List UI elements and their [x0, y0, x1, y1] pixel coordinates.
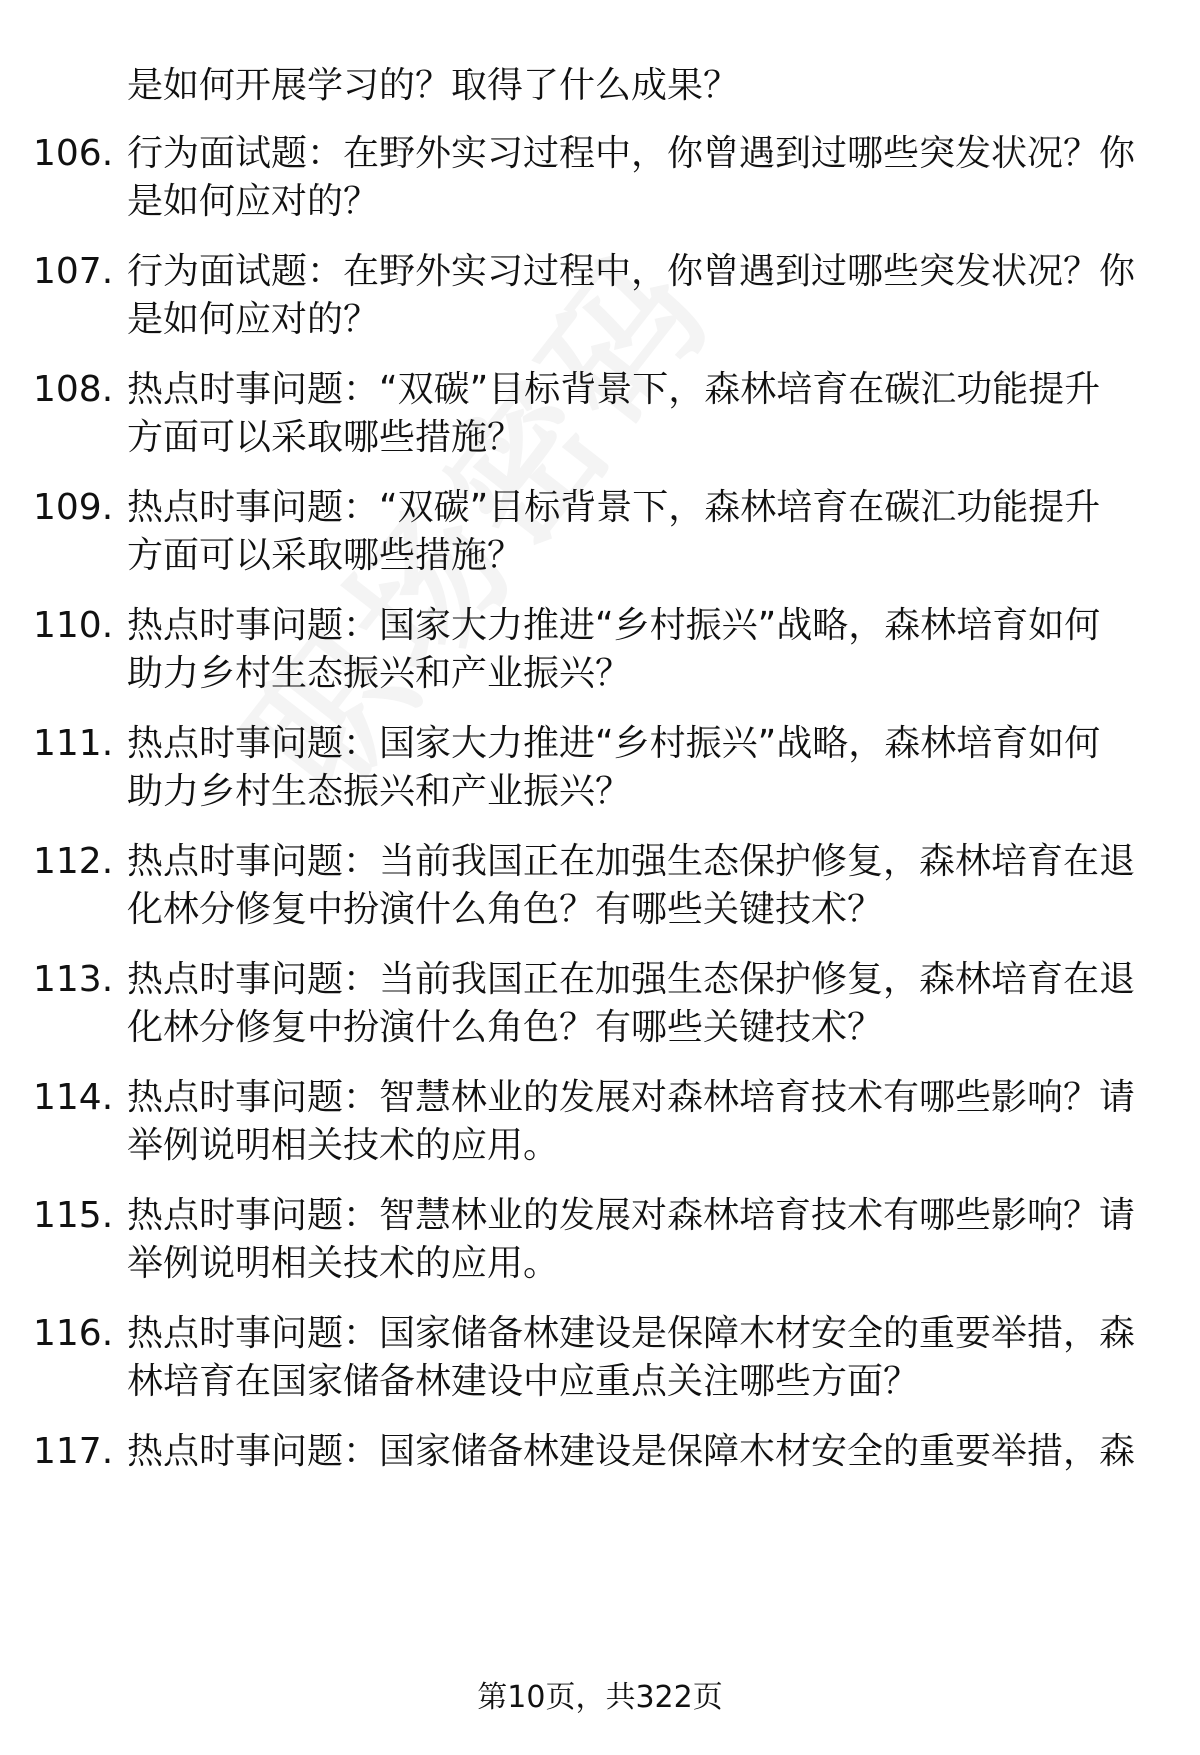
question-text-line: 热点时事问题：当前我国正在加强生态保护修复，森林培育在退 — [127, 959, 1136, 1000]
question-number: 116. — [33, 1313, 114, 1354]
continuation-line: 是如何开展学习的？取得了什么成果？ — [127, 65, 740, 106]
question-text-line: 是如何应对的？ — [127, 181, 380, 222]
page-footer: 第10页，共322页 — [477, 1680, 723, 1715]
question-text-line: 助力乡村生态振兴和产业振兴？ — [127, 771, 632, 812]
question-text-line: 行为面试题：在野外实习过程中，你曾遇到过哪些突发状况？你 — [127, 133, 1136, 174]
question-number: 111. — [33, 723, 114, 764]
question-text-line: 热点时事问题：国家储备林建设是保障木材安全的重要举措，森 — [127, 1431, 1136, 1472]
question-text-line: 方面可以采取哪些措施？ — [127, 535, 524, 576]
question-number: 106. — [33, 133, 114, 174]
question-text-line: 热点时事问题：国家储备林建设是保障木材安全的重要举措，森 — [127, 1313, 1136, 1354]
question-number: 109. — [33, 487, 114, 528]
question-text-line: 热点时事问题：国家大力推进“乡村振兴”战略，森林培育如何 — [127, 605, 1101, 646]
question-text-line: 方面可以采取哪些措施？ — [127, 417, 524, 458]
question-text-line: 举例说明相关技术的应用。 — [127, 1243, 560, 1284]
question-text-line: 热点时事问题：当前我国正在加强生态保护修复，森林培育在退 — [127, 841, 1136, 882]
question-text-line: 热点时事问题：“双碳”目标背景下，森林培育在碳汇功能提升 — [127, 487, 1101, 528]
question-text-line: 热点时事问题：智慧林业的发展对森林培育技术有哪些影响？请 — [127, 1077, 1136, 1118]
question-text-line: 助力乡村生态振兴和产业振兴？ — [127, 653, 632, 694]
question-text-line: 是如何应对的？ — [127, 299, 380, 340]
question-number: 115. — [33, 1195, 114, 1236]
question-text-line: 热点时事问题：国家大力推进“乡村振兴”战略，森林培育如何 — [127, 723, 1101, 764]
question-text-line: 热点时事问题：智慧林业的发展对森林培育技术有哪些影响？请 — [127, 1195, 1136, 1236]
question-number: 112. — [33, 841, 114, 882]
question-number: 114. — [33, 1077, 114, 1118]
question-number: 113. — [33, 959, 114, 1000]
question-number: 117. — [33, 1431, 114, 1472]
question-number: 110. — [33, 605, 114, 646]
question-text-line: 林培育在国家储备林建设中应重点关注哪些方面？ — [127, 1361, 920, 1402]
question-text-line: 化林分修复中扮演什么角色？有哪些关键技术？ — [127, 1007, 884, 1048]
question-text-line: 举例说明相关技术的应用。 — [127, 1125, 560, 1166]
question-number: 107. — [33, 251, 114, 292]
question-number: 108. — [33, 369, 114, 410]
question-text-line: 行为面试题：在野外实习过程中，你曾遇到过哪些突发状况？你 — [127, 251, 1136, 292]
question-text-line: 化林分修复中扮演什么角色？有哪些关键技术？ — [127, 889, 884, 930]
question-text-line: 热点时事问题：“双碳”目标背景下，森林培育在碳汇功能提升 — [127, 369, 1101, 410]
